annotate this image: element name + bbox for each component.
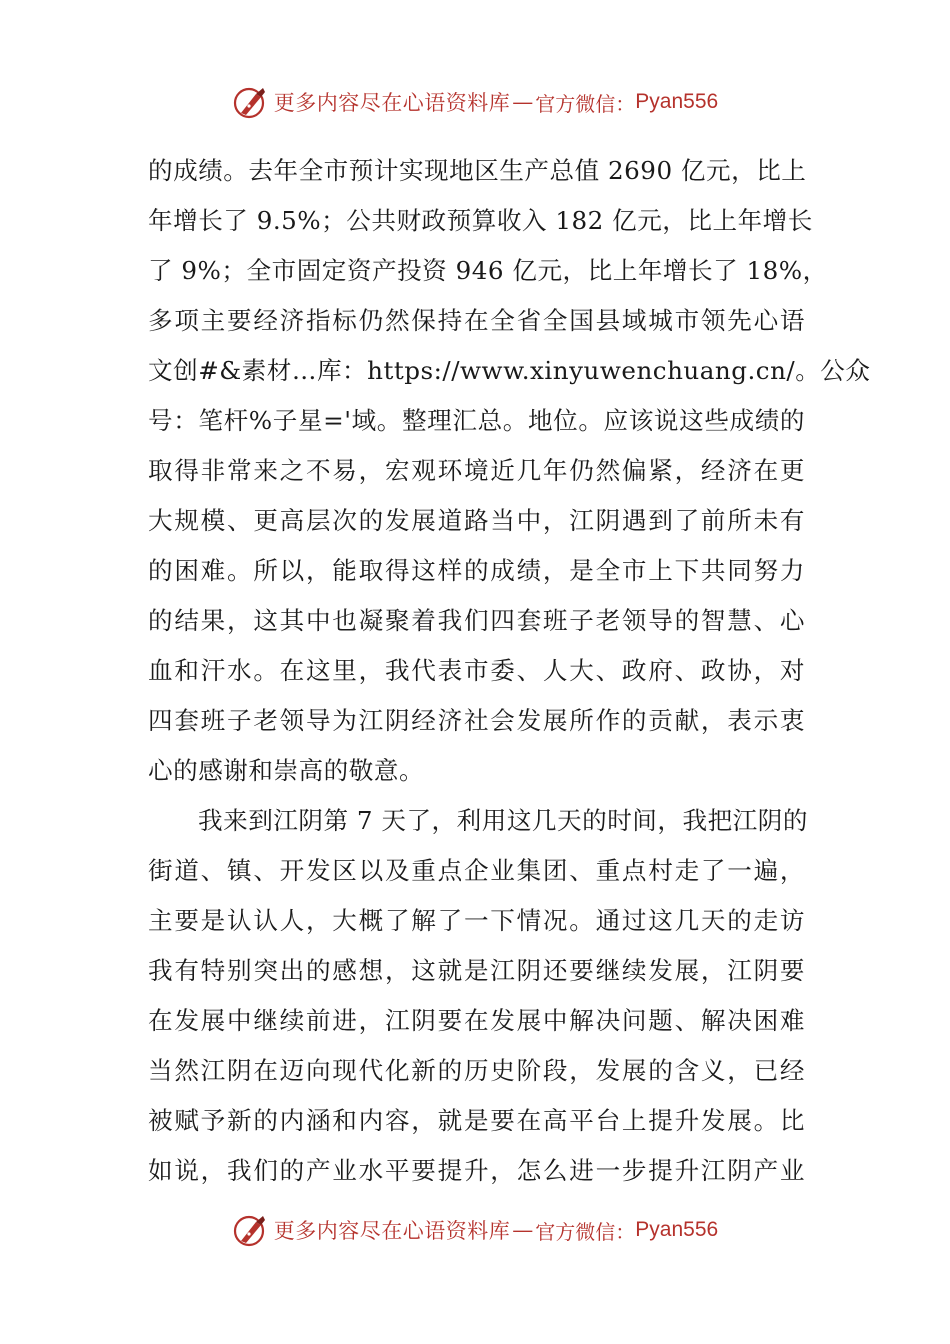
- paragraph-first-line: 我来到江阴第 7 天了，利用这几天的时间，我把江阴的: [198, 806, 808, 835]
- header-official-label: 官方微信：: [535, 91, 636, 116]
- text-line: 我有特别突出的感想，这就是江阴还要继续发展，江阴要: [148, 956, 805, 985]
- document-body: [148, 146, 871, 1196]
- text-line: 心的感谢和崇高的敬意。: [148, 756, 425, 785]
- footer-wechat-id: Pyan556: [635, 1218, 719, 1241]
- header-wechat-id: Pyan556: [635, 90, 719, 113]
- pen-nib-logo-icon: [232, 1212, 268, 1248]
- pen-nib-logo-icon: [232, 84, 268, 120]
- text-line: 当然江阴在迈向现代化新的历史阶段，发展的含义，已经: [148, 1056, 805, 1085]
- header-brand-text: 更多内容尽在心语资料库: [273, 91, 511, 115]
- header-banner: [0, 80, 950, 124]
- text-line: 血和汗水。在这里，我代表市委、人大、政府、政协，对: [148, 656, 805, 685]
- text-line: 在发展中继续前进，江阴要在发展中解决问题、解决困难: [148, 1006, 805, 1035]
- text-line: 的困难。所以，能取得这样的成绩，是全市上下共同努力: [148, 556, 805, 585]
- text-line: 的成绩。去年全市预计实现地区生产总值 2690 亿元，比上: [148, 156, 807, 185]
- text-line: 四套班子老领导为江阴经济社会发展所作的贡献，表示衷: [148, 706, 805, 735]
- text-line: 如说，我们的产业水平要提升，怎么进一步提升江阴产业: [148, 1156, 805, 1185]
- text-line: 取得非常来之不易，宏观环境近几年仍然偏紧，经济在更: [148, 456, 805, 485]
- text-line: 年增长了 9.5%；公共财政预算收入 182 亿元，比上年增长: [148, 206, 813, 235]
- footer-official-label: 官方微信：: [535, 1219, 636, 1244]
- footer-banner: [0, 1208, 950, 1252]
- text-line: 的结果，这其中也凝聚着我们四套班子老领导的智慧、心: [148, 606, 805, 635]
- header-dash: —: [512, 90, 534, 114]
- text-line: 被赋予新的内涵和内容，就是要在高平台上提升发展。比: [148, 1106, 805, 1135]
- text-line: 主要是认认人，大概了解了一下情况。通过这几天的走访: [148, 906, 805, 935]
- text-line: 号：笔杆%子星='域。整理汇总。地位。应该说这些成绩的: [148, 406, 805, 435]
- text-line: 多项主要经济指标仍然保持在全省全国县域城市领先心语: [148, 306, 805, 335]
- text-line: 文创#&素材…库：https://www.xinyuwenchuang.cn/。公众: [148, 356, 871, 385]
- text-line: 街道、镇、开发区以及重点企业集团、重点村走了一遍，: [148, 856, 805, 885]
- text-line: 大规模、更高层次的发展道路当中，江阴遇到了前所未有: [148, 506, 805, 535]
- text-line: 了 9%；全市固定资产投资 946 亿元，比上年增长了 18%，: [148, 256, 828, 285]
- footer-dash: —: [512, 1218, 534, 1242]
- footer-brand-text: 更多内容尽在心语资料库: [273, 1219, 511, 1243]
